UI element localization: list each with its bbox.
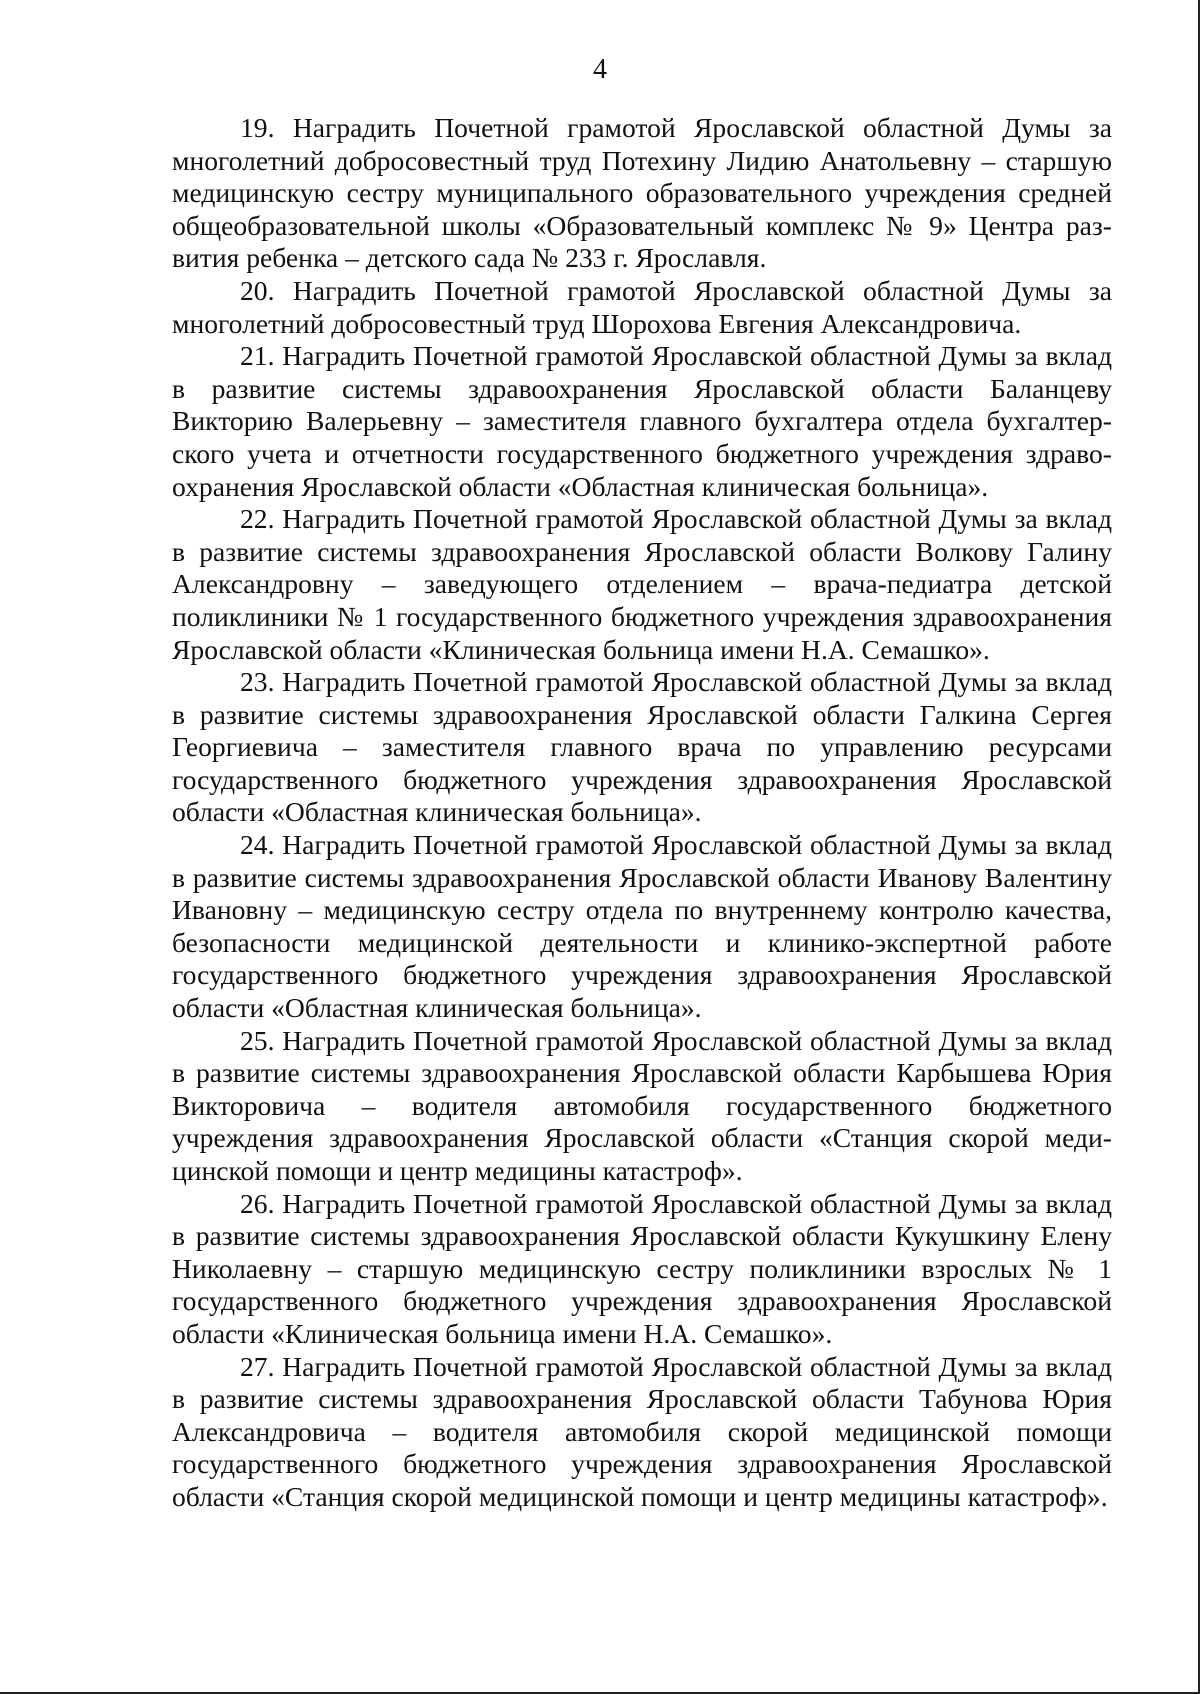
paragraph-25: 25. Наградить Почетной грамотой Ярославской областной Думы за вклад в развитие системы здравоохранения Ярославской области Карбышева Юрия Викторовича – водителя автомобиля государственного бюджетного учреждения здравоохранения Ярославской области «Станция скорой медицинской помощи и центр медицины катастроф». [172, 1024, 1112, 1186]
paragraph-21: 21. Наградить Почетной грамотой Ярославской областной Думы за вклад в развитие системы здравоохранения Ярославской области Баланцеву Викторию Валерьевну – заместителя главного бухгалтера отдела бухгалтерского учета и отчетности государственного бюджетного учреждения здравоохранения Ярославской области «Областная клиническая больница». [172, 340, 1112, 502]
paragraph-19: 19. Наградить Почетной грамотой Ярославской областной Думы за многолетний добросовестный труд Потехину Лидию Анатольевну – старшую медицинскую сестру муниципального образовательного учреждения средней общеобразовательной школы «Образовательный комплекс № 9» Центра развития ребенка – детского сада № 233 г. Ярославля. [172, 112, 1112, 274]
paragraph-22: 22. Наградить Почетной грамотой Ярославской областной Думы за вклад в развитие системы здравоохранения Ярославской области Волкову Галину Александровну – заведующего отделением – врача-педиатра детской поликлиники № 1 государственного бюджетного учреждения здравоохранения Ярославской области «Клиническая больница имени Н.А. Семашко». [172, 503, 1112, 665]
paragraph-20: 20. Наградить Почетной грамотой Ярославской областной Думы за многолетний добросовестный труд Шорохова Евгения Александровича. [172, 274, 1112, 339]
paragraph-24: 24. Наградить Почетной грамотой Ярославской областной Думы за вклад в развитие системы здравоохранения Ярославской области Иванову Валентину Ивановну – медицинскую сестру отдела по внутреннему контролю качества, безопасности медицинской деятельности и клинико-экспертной работе государственного бюджетного учреждения здравоохранения Ярославской области «Областная клиническая больница». [172, 829, 1112, 1024]
page-number: 4 [593, 54, 607, 85]
paragraph-26: 26. Наградить Почетной грамотой Ярославской областной Думы за вклад в развитие системы здравоохранения Ярославской области Кукушкину Елену Николаевну – старшую медицинскую сестру поликлиники взрослых № 1 государственного бюджетного учреждения здравоохранения Ярославской области «Клиническая больница имени Н.А. Семашко». [172, 1187, 1112, 1349]
document-body [172, 112, 1112, 1514]
paragraph-23: 23. Наградить Почетной грамотой Ярославской областной Думы за вклад в развитие системы здравоохранения Ярославской области Галкина Сергея Георгиевича – заместителя главного врача по управлению ресурсами государственного бюджетного учреждения здравоохранения Ярославской области «Областная клиническая больница». [172, 666, 1112, 828]
paragraph-27: 27. Наградить Почетной грамотой Ярославской областной Думы за вклад в развитие системы здравоохранения Ярославской области Табунова Юрия Александровича – водителя автомобиля скорой медицинской помощи государственного бюджетного учреждения здравоохранения Ярославской области «Станция скорой медицинской помощи и центр медицины катастроф». [172, 1350, 1112, 1512]
